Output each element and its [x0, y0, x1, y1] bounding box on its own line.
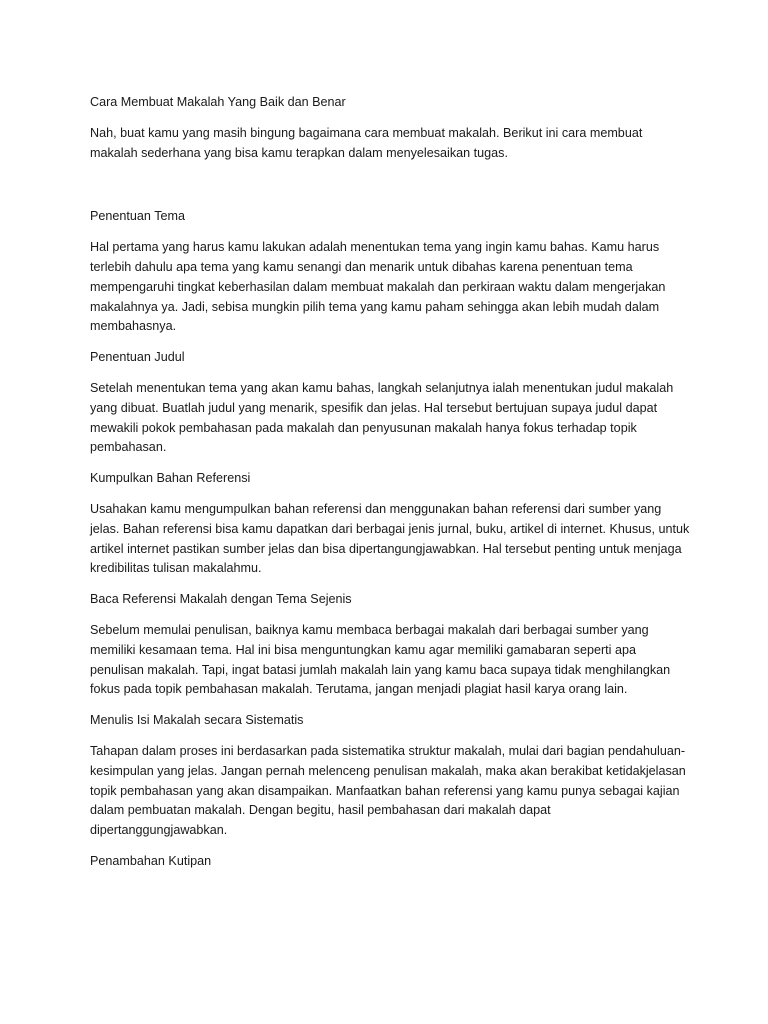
section-body: Tahapan dalam proses ini berdasarkan pada sistematika struktur makalah, mulai dari bagian pendahuluan-kesimpulan yang jelas. Jangan pernah melenceng penulisan makalah, maka akan berakibat ketidakjelasan topik pembahasan yang akan disampaikan. Manfaatkan bahan referensi yang kamu punya sebagai kajian dalam pembuatan makalah. Dengan begitu, hasil pembahasan dari makalah dapat dipertanggungjawabkan. — [90, 743, 686, 838]
section-penentuan-judul — [90, 348, 690, 458]
section-penambahan-kutipan — [90, 852, 690, 872]
section-heading: Kumpulkan Bahan Referensi — [90, 471, 251, 486]
section-menulis-isi-makalah — [90, 711, 690, 841]
section-body: Setelah menentukan tema yang akan kamu bahas, langkah selanjutnya ialah menentukan judul makalah yang dibuat. Buatlah judul yang menarik, spesifik dan jelas. Hal tersebut bertujuan supaya judul dapat mewakili pokok pembahasan pada makalah dan penyusunan makalah hanya fokus terhadap topik pembahasan. — [90, 380, 674, 455]
section-penentuan-tema — [90, 207, 690, 337]
section-kumpulkan-bahan-referensi — [90, 469, 690, 579]
intro-paragraph: Nah, buat kamu yang masih bingung bagaimana cara membuat makalah. Berikut ini cara membuat makalah sederhana yang bisa kamu terapkan dalam menyelesaikan tugas. — [90, 125, 643, 160]
section-heading: Penentuan Tema — [90, 209, 185, 224]
document-title: Cara Membuat Makalah Yang Baik dan Benar — [90, 95, 346, 109]
document-page — [90, 93, 690, 883]
section-heading: Penambahan Kutipan — [90, 853, 212, 868]
section-baca-referensi — [90, 590, 690, 700]
section-heading: Penentuan Judul — [90, 350, 185, 365]
section-body: Usahakan kamu mengumpulkan bahan referensi dan menggunakan bahan referensi dari sumber yang jelas. Bahan referensi bisa kamu dapatkan dari berbagai jenis jurnal, buku, artikel di internet. Khusus, untuk artikel internet pastikan sumber jelas dan bisa dipertangungjawabkan. Hal tersebut penting untuk menjaga kredibilitas tulisan makalahmu. — [90, 501, 690, 576]
section-heading: Menulis Isi Makalah secara Sistematis — [90, 713, 304, 728]
section-body: Hal pertama yang harus kamu lakukan adalah menentukan tema yang ingin kamu bahas. Kamu harus terlebih dahulu apa tema yang kamu senangi dan menarik untuk dibahas karena penentuan tema mempengaruhi tingkat keberhasilan dalam membuat makalah dan perkiraan waktu dalam mengerjakan makalahnya ya. Jadi, sebisa mungkin pilih tema yang kamu paham sehingga akan lebih mudah dalam membahasnya. — [90, 240, 666, 334]
section-heading: Baca Referensi Makalah dengan Tema Sejenis — [90, 592, 352, 607]
section-body: Sebelum memulai penulisan, baiknya kamu membaca berbagai makalah dari berbagai sumber yang memiliki kesamaan tema. Hal ini bisa menguntungkan kamu agar memiliki gamabaran seperti apa penulisan makalah. Tapi, ingat batasi jumlah makalah lain yang kamu baca supaya tidak menghilangkan fokus pada topik pembahasan makalah. Terutama, jangan menjadi plagiat hasil karya orang lain. — [90, 622, 671, 697]
